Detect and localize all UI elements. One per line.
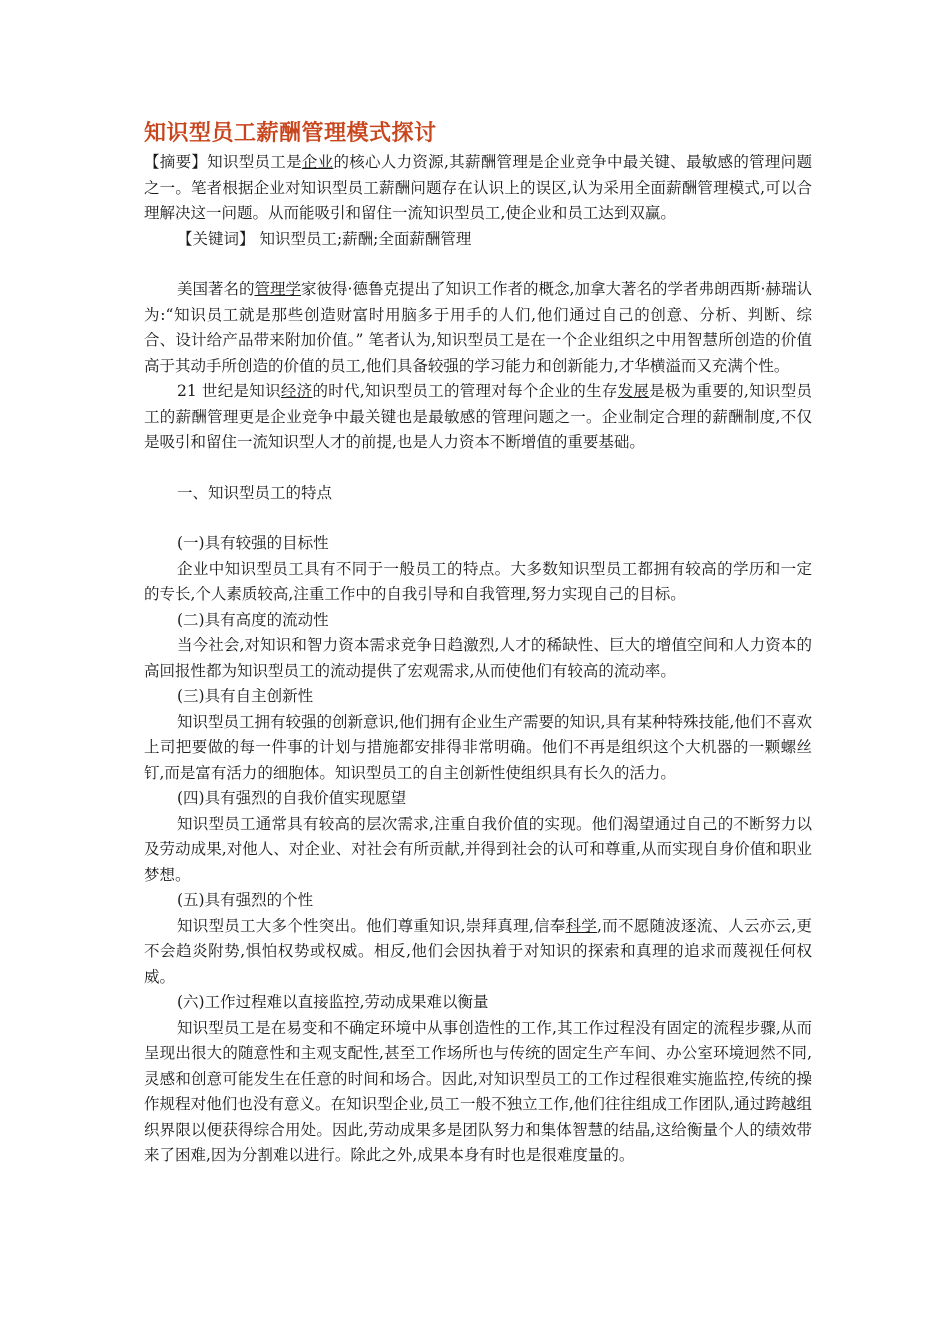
intro-p2-c: 是极为重要的,知识型员工的薪酬管理更是企业竞争中最关键也是最敏感的管理问题之一。企业制定合理的薪酬制度,不仅是吸引和留住一流知识型人才的前提,也是人力资本不断增值的重要基础。 <box>144 382 812 451</box>
keywords-text: 知识型员工;薪酬;全面薪酬管理 <box>254 229 472 248</box>
subsection-heading-2: (二)具有高度的流动性 <box>177 610 329 629</box>
link-enterprise[interactable]: 企业 <box>301 153 334 171</box>
intro-paragraph-1 <box>144 277 812 379</box>
subsection-text-6: 知识型员工是在易变和不确定环境中从事创造性的工作,其工作过程没有固定的流程步骤,从而呈现出很大的随意性和主观支配性,甚至工作场所也与传统的固定生产车间、办公室环境迥然不同,灵感和创意可能发生在任意的时间和场合。因此,对知识型员工的工作过程很难实施监控,传统的操作规程对他们也没有意义。在知识型企业,员工一般不独立工作,他们往往组成工作团队,通过跨越组织界限以便获得综合用处。因此,劳动成果多是团队努力和集体智慧的结晶,这给衡量个人的绩效带来了困难,因为分割难以进行。除此之外,成果本身有时也是很难度量的。 <box>144 1018 812 1164</box>
link-management[interactable]: 管理学 <box>254 280 302 298</box>
abstract-text-post: 的核心人力资源,其薪酬管理是企业竞争中最关键、最敏感的管理问题之一。笔者根据企业对知识型员工薪酬问题存在认识上的误区,认为采用全面薪酬管理模式,可以合理解决这一问题。从而能吸引和留住一流知识型员工,使企业和员工达到双赢。 <box>144 153 812 222</box>
sub5-text-post: ,而不愿随波逐流、人云亦云,更不会趋炎附势,惧怕权势或权威。相反,他们会因执着于对知识的探索和真理的追求而蔑视任何权威。 <box>144 916 812 986</box>
intro-p2-b: 的时代,知识型员工的管理对每个企业的生存 <box>312 382 618 400</box>
keywords <box>144 227 812 253</box>
link-development[interactable]: 发展 <box>617 382 650 400</box>
abstract <box>144 150 812 227</box>
sub5-text-pre: 知识型员工大多个性突出。他们尊重知识,崇拜真理,信奉 <box>177 916 566 935</box>
subsection-text-2: 当今社会,对知识和智力资本需求竞争日趋激烈,人才的稀缺性、巨大的增值空间和人力资本的高回报性都为知识型员工的流动提供了宏观需求,从而使他们有较高的流动率。 <box>144 636 812 680</box>
keywords-label: 【关键词】 <box>177 229 255 248</box>
intro-p1-pre: 美国著名的 <box>177 280 255 298</box>
subsection-heading-5: (五)具有强烈的个性 <box>177 891 314 909</box>
intro-p1-post: 家彼得·德鲁克提出了知识工作者的概念,加拿大著名的学者弗朗西斯·赫瑞认为:“知识员工就是那些创造财富时用脑多于用手的人们,他们通过自己的创意、分析、判断、综合、设计给产品带来附加价值。” 笔者认为,知识型员工是在一个企业组织之中用智慧所创造的价值高于其动手所创造的价值的员工,他们具备较强的学习能力和创新能力,才华横溢而又充满个性。 <box>144 280 812 375</box>
subsection-text-4: 知识型员工通常具有较高的层次需求,注重自我价值的实现。他们渴望通过自己的不断努力以及劳动成果,对他人、对企业、对社会有所贡献,并得到社会的认可和尊重,从而实现自身价值和职业梦想。 <box>144 814 812 884</box>
subsection-text-5 <box>144 914 812 991</box>
article <box>144 118 812 1169</box>
article-title: 知识型员工薪酬管理模式探讨 <box>144 121 437 146</box>
subsection-text-1: 企业中知识型员工具有不同于一般员工的特点。大多数知识型员工都拥有较高的学历和一定的专长,个人素质较高,注重工作中的自我引导和自我管理,努力实现自己的目标。 <box>144 559 812 603</box>
intro-paragraph-2 <box>144 379 812 456</box>
subsection-heading-6: (六)工作过程难以直接监控,劳动成果难以衡量 <box>177 993 489 1011</box>
abstract-text-pre: 知识型员工是 <box>207 153 302 171</box>
section-heading: 一、知识型员工的特点 <box>177 483 333 502</box>
abstract-label: 【摘要】 <box>144 153 208 171</box>
link-science[interactable]: 科学 <box>565 916 598 935</box>
subsection-heading-4: (四)具有强烈的自我价值实现愿望 <box>177 789 407 807</box>
subsection-text-3: 知识型员工拥有较强的创新意识,他们拥有企业生产需要的知识,具有某种特殊技能,他们不喜欢上司把要做的每一件事的计划与措施都安排得非常明确。他们不再是组织这个大机器的一颗螺丝钉,而是富有活力的细胞体。知识型员工的自主创新性使组织具有长久的活力。 <box>144 712 812 782</box>
intro-p2-a: 21 世纪是知识 <box>177 382 281 400</box>
subsection-heading-1: (一)具有较强的目标性 <box>177 534 329 552</box>
subsection-heading-3: (三)具有自主创新性 <box>177 687 314 705</box>
link-economy[interactable]: 经济 <box>280 382 313 400</box>
